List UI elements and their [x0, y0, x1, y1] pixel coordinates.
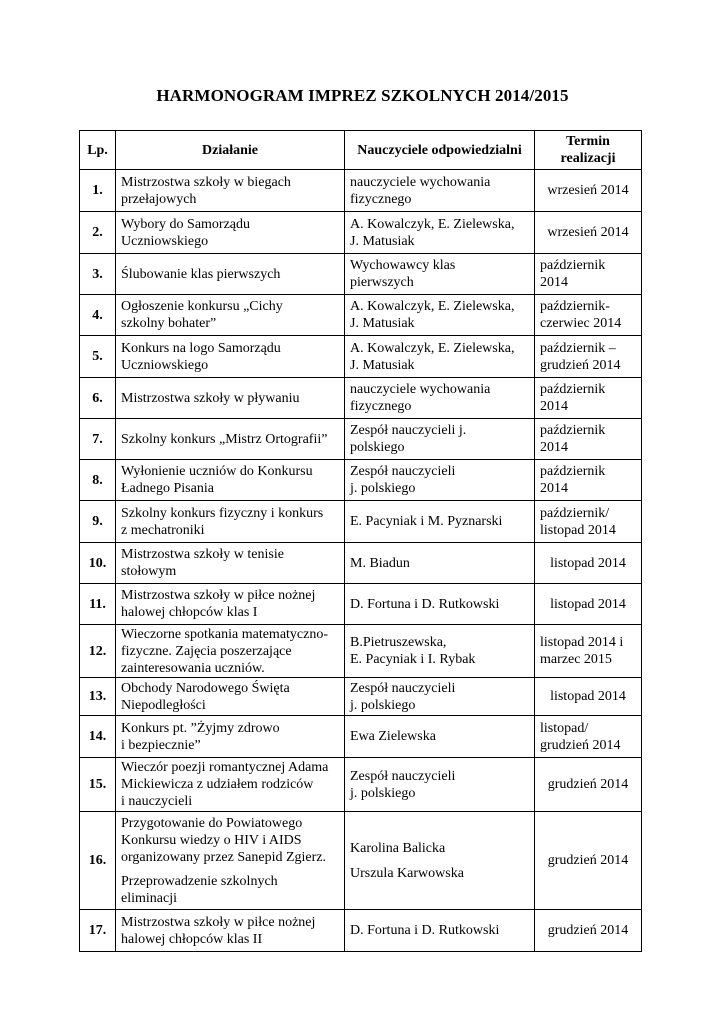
table-row: [80, 543, 642, 584]
row-number: 13.: [80, 678, 116, 716]
row-term: grudzień 2014: [535, 910, 642, 952]
row-teachers: D. Fortuna i D. Rutkowski: [345, 910, 535, 952]
row-teachers: Zespół nauczycieli j. polskiego: [345, 419, 535, 460]
row-number: 1.: [80, 170, 116, 212]
row-number: 12.: [80, 625, 116, 678]
table-row: [80, 419, 642, 460]
row-number: 8.: [80, 460, 116, 501]
row-term: listopad 2014 i marzec 2015: [535, 625, 642, 678]
row-term: listopad 2014: [535, 584, 642, 625]
table-row: [80, 812, 642, 910]
row-number: 3.: [80, 254, 116, 295]
row-term: grudzień 2014: [535, 812, 642, 910]
table-row: [80, 170, 642, 212]
row-term: październik- czerwiec 2014: [535, 295, 642, 336]
row-term: wrzesień 2014: [535, 170, 642, 212]
row-term: październik 2014: [535, 254, 642, 295]
row-term: listopad 2014: [535, 678, 642, 716]
row-number: 4.: [80, 295, 116, 336]
row-activity: Szkolny konkurs „Mistrz Ortografii”: [116, 419, 345, 460]
row-teachers: Zespół nauczycieli j. polskiego: [345, 460, 535, 501]
row-activity: Wieczorne spotkania matematyczno- fizyczne. Zajęcia poszerzające zainteresowania uczniów.: [116, 625, 345, 678]
row-activity: Ślubowanie klas pierwszych: [116, 254, 345, 295]
schedule-table: [79, 130, 642, 952]
row-activity: Wyłonienie uczniów do Konkursu Ładnego Pisania: [116, 460, 345, 501]
table-row: [80, 678, 642, 716]
row-teachers: A. Kowalczyk, E. Zielewska, J. Matusiak: [345, 336, 535, 378]
row-term: październik/ listopad 2014: [535, 501, 642, 543]
row-activity: Mistrzostwa szkoły w tenisie stołowym: [116, 543, 345, 584]
row-activity: Mistrzostwa szkoły w piłce nożnej halowej chłopców klas I: [116, 584, 345, 625]
row-number: 15.: [80, 758, 116, 812]
table-row: [80, 716, 642, 758]
table-row: [80, 295, 642, 336]
row-term: wrzesień 2014: [535, 212, 642, 254]
table-header-row: [80, 131, 642, 170]
document-title: HARMONOGRAM IMPREZ SZKOLNYCH 2014/2015: [156, 86, 569, 105]
row-activity: Obchody Narodowego Święta Niepodległości: [116, 678, 345, 716]
row-number: 17.: [80, 910, 116, 952]
table-row: [80, 625, 642, 678]
row-activity: Mistrzostwa szkoły w biegach przełajowych: [116, 170, 345, 212]
row-teachers: A. Kowalczyk, E. Zielewska, J. Matusiak: [345, 212, 535, 254]
header-lp: Lp.: [80, 131, 116, 170]
row-number: 10.: [80, 543, 116, 584]
header-term: Termin realizacji: [535, 131, 642, 170]
table-row: [80, 584, 642, 625]
row-teachers: Wychowawcy klas pierwszych: [345, 254, 535, 295]
row-activity: Ogłoszenie konkursu „Cichy szkolny bohater”: [116, 295, 345, 336]
row-activity: Wybory do Samorządu Uczniowskiego: [116, 212, 345, 254]
row-number: 5.: [80, 336, 116, 378]
row-teachers: M. Biadun: [345, 543, 535, 584]
table-row: [80, 460, 642, 501]
row-teachers: Karolina Balicka Urszula Karwowska: [345, 812, 535, 910]
row-teachers: Zespół nauczycieli j. polskiego: [345, 678, 535, 716]
row-teachers: nauczyciele wychowania fizycznego: [345, 378, 535, 419]
row-number: 14.: [80, 716, 116, 758]
row-number: 9.: [80, 501, 116, 543]
table-row: [80, 910, 642, 952]
table-row: [80, 254, 642, 295]
row-teachers: Ewa Zielewska: [345, 716, 535, 758]
row-activity: Konkurs na logo Samorządu Uczniowskiego: [116, 336, 345, 378]
row-number: 2.: [80, 212, 116, 254]
row-activity: Wieczór poezji romantycznej Adama Mickiewicza z udziałem rodziców i nauczycieli: [116, 758, 345, 812]
row-number: 6.: [80, 378, 116, 419]
row-number: 16.: [80, 812, 116, 910]
row-activity: Mistrzostwa szkoły w piłce nożnej halowej chłopców klas II: [116, 910, 345, 952]
table-row: [80, 758, 642, 812]
row-activity: Przygotowanie do Powiatowego Konkursu wiedzy o HIV i AIDS organizowany przez Sanepid Zgierz. Przeprowadzenie szkolnych eliminacji: [116, 812, 345, 910]
row-term: grudzień 2014: [535, 758, 642, 812]
row-term: październik 2014: [535, 419, 642, 460]
row-teachers: D. Fortuna i D. Rutkowski: [345, 584, 535, 625]
row-term: listopad/ grudzień 2014: [535, 716, 642, 758]
row-activity: Szkolny konkurs fizyczny i konkurs z mechatroniki: [116, 501, 345, 543]
row-teachers: nauczyciele wychowania fizycznego: [345, 170, 535, 212]
table-row: [80, 336, 642, 378]
header-activity: Działanie: [116, 131, 345, 170]
row-teachers: A. Kowalczyk, E. Zielewska, J. Matusiak: [345, 295, 535, 336]
row-teachers: B.Pietruszewska, E. Pacyniak i I. Rybak: [345, 625, 535, 678]
row-activity: Mistrzostwa szkoły w pływaniu: [116, 378, 345, 419]
table-row: [80, 378, 642, 419]
row-term: październik 2014: [535, 378, 642, 419]
row-term: październik 2014: [535, 460, 642, 501]
table-row: [80, 501, 642, 543]
row-teachers: E. Pacyniak i M. Pyznarski: [345, 501, 535, 543]
row-term: październik – grudzień 2014: [535, 336, 642, 378]
row-term: listopad 2014: [535, 543, 642, 584]
table-row: [80, 212, 642, 254]
header-teachers: Nauczyciele odpowiedzialni: [345, 131, 535, 170]
row-number: 11.: [80, 584, 116, 625]
row-teachers: Zespół nauczycieli j. polskiego: [345, 758, 535, 812]
row-number: 7.: [80, 419, 116, 460]
row-activity: Konkurs pt. ”Żyjmy zdrowo i bezpiecznie”: [116, 716, 345, 758]
